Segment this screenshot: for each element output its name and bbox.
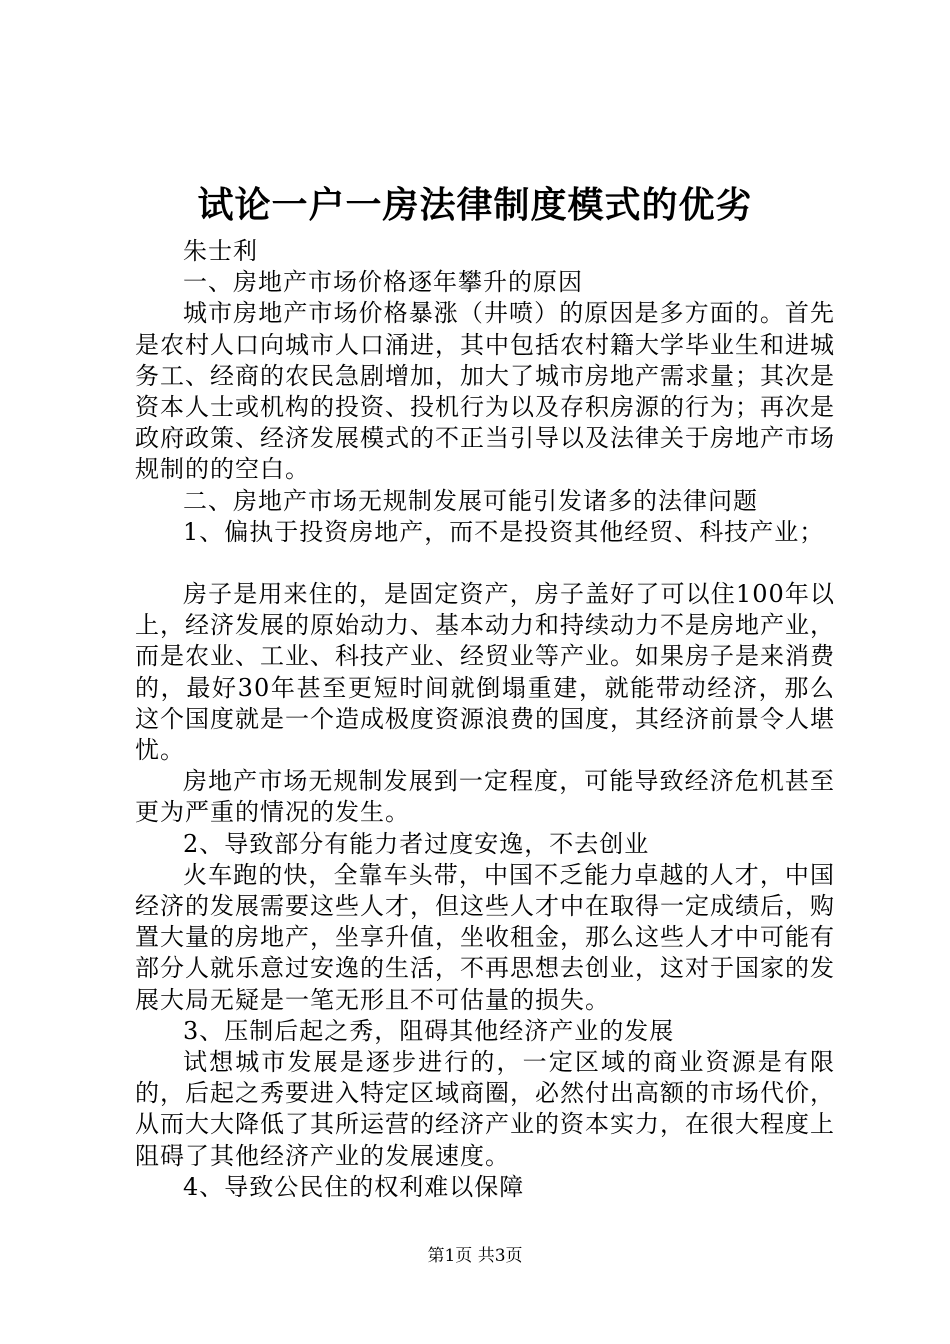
- subheading-4: 4、导致公民住的权利难以保障: [183, 1172, 525, 1201]
- paragraph-talent: 火车跑的快，全靠车头带，中国不乏能力卓越的人才，中国经济的发展需要这些人才，但这些人才中在取得一定成绩后，购置大量的房地产，坐享升值，坐收租金，那么这些人才中可能有部分人就乐意过安逸的生活，不再思想去创业，这对于国家的发展大局无疑是一笔无形且不可估量的损失。: [135, 860, 835, 1014]
- document-body: [135, 236, 835, 1203]
- subheading-3: 3、压制后起之秀，阻碍其他经济产业的发展: [183, 1016, 675, 1045]
- author-line: 朱士利: [183, 237, 258, 265]
- subheading-2: 2、导致部分有能力者过度安逸，不去创业: [183, 829, 650, 858]
- blank-line: [135, 548, 835, 579]
- paragraph-crisis: 房地产市场无规制发展到一定程度，可能导致经济危机甚至更为严重的情况的发生。: [135, 767, 835, 827]
- paragraph-housing: 房子是用来住的，是固定资产，房子盖好了可以住100年以上，经济发展的原始动力、基本动力和持续动力不是房地产业，而是农业、工业、科技产业、经贸业等产业。如果房子是来消费的，最好30年甚至更短时间就倒塌重建，就能带动经济，那么这个国度就是一个造成极度资源浪费的国度，其经济前景令人堪忧。: [135, 580, 835, 765]
- subheading-1: 1、偏执于投资房地产，而不是投资其他经贸、科技产业；: [183, 517, 825, 546]
- paragraph-causes: 城市房地产市场价格暴涨（井喷）的原因是多方面的。首先是农村人口向城市人口涌进，其中包括农村籍大学毕业生和进城务工、经商的农民急剧增加，加大了城市房地产需求量；其次是资本人士或机构的投资、投机行为以及存积房源的行为；再次是政府政策、经济发展模式的不正当引导以及法律关于房地产市场规制的的空白。: [135, 299, 835, 484]
- section-heading-1: 一、房地产市场价格逐年攀升的原因: [183, 268, 583, 297]
- paragraph-commerce: 试想城市发展是逐步进行的，一定区域的商业资源是有限的，后起之秀要进入特定区域商圈，必然付出高额的市场代价，从而大大降低了其所运营的经济产业的资本实力，在很大程度上阻碍了其他经济产业的发展速度。: [135, 1048, 835, 1170]
- page-number: 第1页 共3页: [427, 1246, 523, 1266]
- document-title: 试论一户一房法律制度模式的优劣: [197, 185, 753, 226]
- section-heading-2: 二、房地产市场无规制发展可能引发诸多的法律问题: [183, 486, 758, 515]
